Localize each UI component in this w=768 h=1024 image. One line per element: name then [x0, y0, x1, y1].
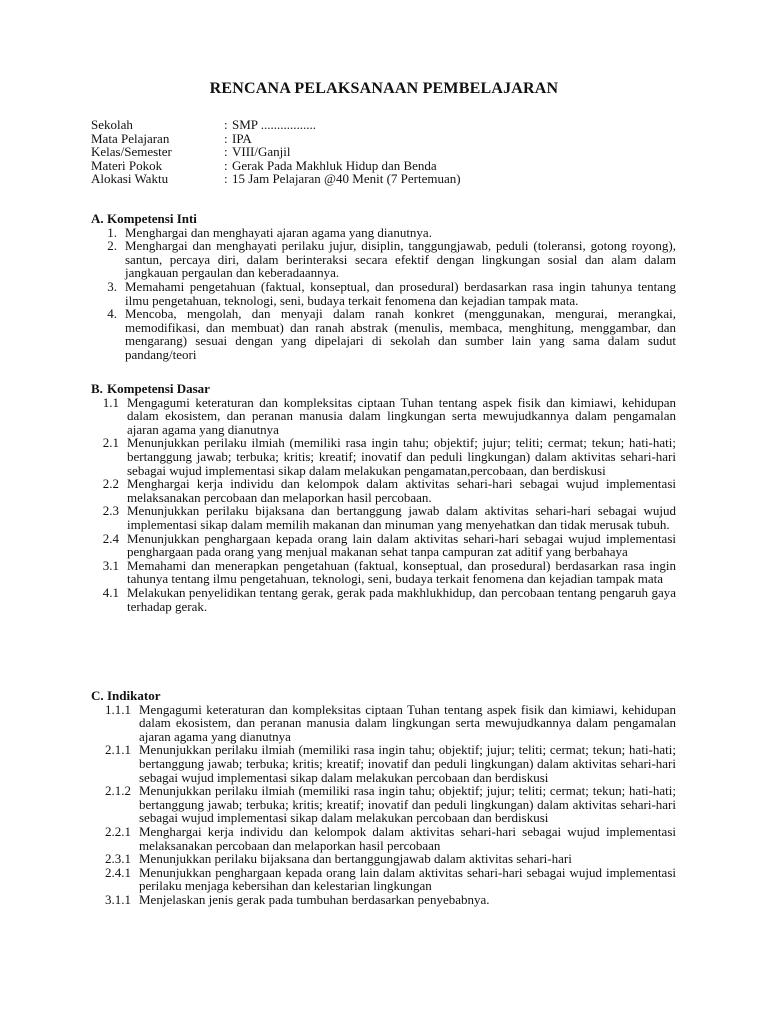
info-value: VIII/Ganjil [232, 144, 291, 160]
item-number: 2.1.1 [105, 742, 131, 758]
info-value: IPA [232, 130, 252, 146]
item-text: Menunjukkan penghargaan kepada orang lain dalam aktivitas sehari-hari sebagai wujud implementasi penghargaan pada orang yang menjual makanan sehat tanpa campuran zat aditif yang berbahaya [127, 530, 676, 560]
item-text: Menunjukkan perilaku ilmiah (memiliki rasa ingin tahu; objektif; jujur; teliti; cermat; tekun; hati-hati; bertanggung jawab; terbuka; kritis; kreatif; inovatif dan peduli lingkungan) dalam aktivitas sehari-hari sebagai wujud implementasi sikap dalam melakukan percobaan dan berdiskusi [139, 742, 676, 785]
item-text: Mencoba, mengolah, dan menyaji dalam ranah konkret (menggunakan, mengurai, merangkai, memodifikasi, dan membuat) dan ranah abstrak (menulis, membaca, menghitung, menggambar, dan mengarang) sesuai dengan yang dipelajari di sekolah dan sumber lain yang sama dalam sudut pandang/teori [125, 306, 676, 362]
info-colon: : [224, 144, 228, 160]
info-label: Mata Pelajaran [91, 130, 170, 146]
item-text: Melakukan penyelidikan tentang gerak, gerak pada makhlukhidup, dan percobaan tentang pengaruh gaya terhadap gerak. [127, 584, 676, 614]
info-colon: : [224, 171, 228, 187]
list-item [91, 239, 676, 280]
item-list [91, 703, 676, 907]
info-value: SMP ................. [232, 117, 317, 132]
list-item [91, 396, 676, 437]
item-text: Menunjukkan perilaku ilmiah (memiliki rasa ingin tahu; objektif; jujur; teliti; cermat; tekun; hati-hati; bertanggung jawab; terbuka; kritis; kreatif; inovatif dan peduli lingkungan) dalam aktivitas sehari-hari sebagai wujud implementasi sikap dalam melakukan pengamatan,percobaan, dan berdiskusi [127, 435, 676, 478]
item-number: 2.2 [102, 476, 119, 492]
info-colon: : [224, 117, 228, 132]
list-item [91, 436, 676, 477]
info-colon: : [224, 157, 228, 173]
item-number: 4.1 [102, 584, 119, 600]
item-text: Menunjukkan perilaku bijaksana dan bertanggungjawab dalam aktivitas sehari-hari [139, 851, 572, 867]
item-text: Menunjukkan perilaku bijaksana dan bertanggung jawab dalam aktivitas sehari-hari sebagai wujud implementasi sikap dalam memilih makanan dan minuman yang menyehatkan dan tidak merusak tubuh. [127, 503, 676, 532]
info-row-sekolah [91, 118, 461, 132]
item-number: 2.2.1 [105, 823, 131, 839]
item-list [91, 396, 676, 614]
list-item [91, 226, 676, 240]
item-number: 3.1.1 [105, 891, 131, 907]
item-number: 1.1 [102, 394, 119, 410]
list-item [91, 703, 676, 744]
item-number: 1. [107, 224, 117, 240]
info-colon: : [224, 130, 228, 146]
item-number: 2.4.1 [105, 864, 131, 880]
item-text: Menunjukkan perilaku ilmiah (memiliki rasa ingin tahu; objektif; jujur; teliti; cermat; tekun; hati-hati; bertanggung jawab; terbuka; kritis; kreatif; inovatif dan peduli lingkungan) dalam aktivitas sehari-hari sebagai wujud implementasi sikap dalam melakukan percobaan dan berdiskusi [139, 783, 676, 826]
item-text: Menghargai dan menghayati perilaku jujur, disiplin, tanggungjawab, peduli (toleransi, gotong royong), santun, percaya diri, dalam berinteraksi secara efektif dengan lingkungan sosial dan alam dalam jangkauan pergaulan dan keberadaannya. [125, 238, 676, 281]
info-label: Sekolah [91, 117, 133, 132]
item-number: 2.1 [102, 435, 119, 451]
list-item [91, 504, 676, 531]
list-item [91, 784, 676, 825]
section-kompetensi-dasar [91, 382, 676, 613]
info-row-alokasi-waktu [91, 172, 461, 186]
section-kompetensi-inti [91, 212, 676, 362]
item-text: Memahami dan menerapkan pengetahuan (faktual, konseptual, dan prosedural) berdasarkan rasa ingin tahunya tentang ilmu pengetahuan, teknologi, seni, budaya terkait fenomena dan kejadian tampak mata [127, 557, 676, 587]
list-item [91, 743, 676, 784]
list-item [91, 852, 676, 866]
section-heading-text: Indikator [107, 688, 161, 703]
item-text: Menghargai kerja individu dan kelompok dalam aktivitas sehari-hari sebagai wujud implementasi melaksanakan percobaan dan melaporkan hasil percobaan. [127, 476, 676, 505]
list-item [91, 477, 676, 504]
info-value: 15 Jam Pelajaran @40 Menit (7 Pertemuan) [232, 171, 461, 187]
list-item [91, 532, 676, 559]
list-item [91, 825, 676, 852]
info-label: Kelas/Semester [91, 144, 172, 160]
item-text: Menghargai dan menghayati ajaran agama yang dianutnya. [125, 224, 432, 240]
item-list [91, 226, 676, 362]
document-title: RENCANA PELAKSANAAN PEMBELAJARAN [209, 80, 559, 97]
info-label: Materi Pokok [91, 157, 163, 173]
section-indikator [91, 689, 676, 907]
item-number: 2.3 [102, 503, 119, 519]
section-heading-text: Kompetensi Inti [107, 211, 197, 226]
item-text: Menjelaskan jenis gerak pada tumbuhan berdasarkan penyebabnya. [139, 891, 490, 907]
list-item [91, 893, 676, 907]
section-letter: B. [91, 381, 103, 396]
section-heading [91, 382, 676, 396]
item-number: 2.3.1 [105, 851, 131, 867]
item-text: Mengagumi keteraturan dan kompleksitas ciptaan Tuhan tentang aspek fisik dan kimiawi, kehidupan dalam ekosistem, dan peranan manusia dalam lingkungan serta mewujudkannya dalam pengamalan ajaran agama yang dianutnya [139, 701, 676, 744]
list-item [91, 280, 676, 307]
item-number: 3.1 [102, 557, 119, 573]
list-item [91, 586, 676, 613]
item-text: Memahami pengetahuan (faktual, konseptual, dan prosedural) berdasarkan rasa ingin tahunya tentang ilmu pengetahuan, teknologi, seni, budaya terkait fenomena dan kejadian tampak mata. [125, 278, 676, 308]
list-item [91, 307, 676, 361]
item-number: 1.1.1 [105, 701, 131, 717]
item-number: 4. [107, 306, 117, 322]
info-row-kelas-semester [91, 145, 461, 159]
info-label: Alokasi Waktu [91, 171, 169, 187]
info-block [91, 118, 461, 186]
info-row-materi-pokok [91, 159, 461, 173]
list-item [91, 559, 676, 586]
section-heading-text: Kompetensi Dasar [107, 381, 210, 396]
section-heading [91, 212, 676, 226]
item-text: Menunjukkan penghargaan kepada orang lain dalam aktivitas sehari-hari sebagai wujud implementasi perilaku menjaga kebersihan dan kelestarian lingkungan [139, 864, 676, 894]
section-letter: C. [91, 688, 104, 703]
item-number: 3. [107, 278, 117, 294]
section-letter: A. [91, 211, 104, 226]
item-text: Mengagumi keteraturan dan kompleksitas ciptaan Tuhan tentang aspek fisik dan kimiawi, kehidupan dalam ekosistem, dan peranan manusia dalam lingkungan serta mewujudkannya dalam pengamalan ajaran agama yang dianutnya [127, 394, 676, 437]
info-value: Gerak Pada Makhluk Hidup dan Benda [232, 157, 437, 173]
info-row-mata-pelajaran [91, 132, 461, 146]
item-text: Menghargai kerja individu dan kelompok dalam aktivitas sehari-hari sebagai wujud implementasi melaksanakan percobaan dan melaporkan hasil percobaan [139, 823, 676, 853]
section-heading [91, 689, 676, 703]
list-item [91, 866, 676, 893]
item-number: 2. [107, 238, 117, 254]
item-number: 2.4 [102, 530, 119, 546]
item-number: 2.1.2 [105, 783, 131, 799]
